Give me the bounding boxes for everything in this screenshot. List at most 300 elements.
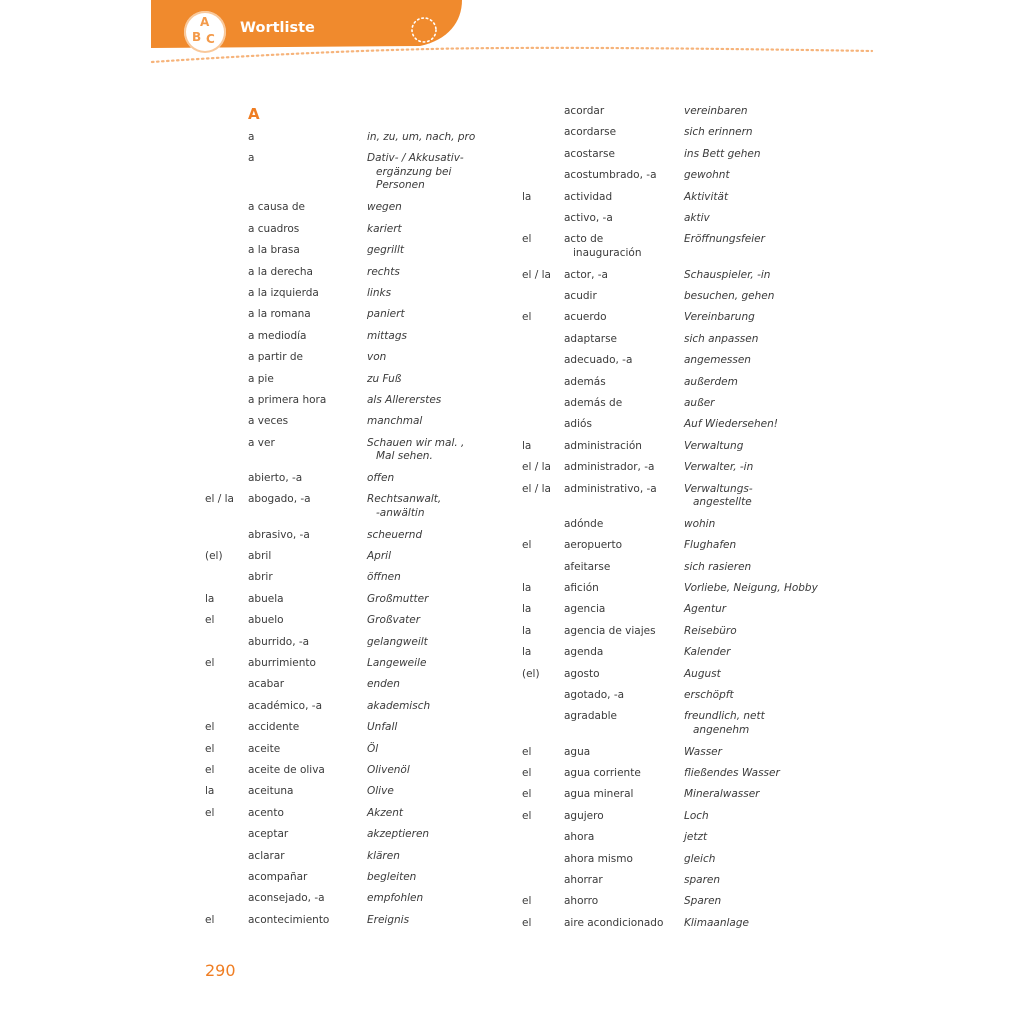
wordlist-logo (184, 11, 226, 53)
entry-german-line: offen (367, 472, 395, 484)
entry-german (367, 678, 400, 692)
entry-spanish-line: a cuadros (248, 222, 300, 235)
entry-german-line: vereinbaren (684, 105, 748, 117)
entry-german (367, 593, 428, 607)
entry-article: el (522, 311, 532, 324)
entry-spanish-line: a la romana (248, 308, 311, 321)
entry-german (367, 529, 422, 543)
entry-article: el / la (522, 461, 551, 474)
entry-spanish (564, 233, 642, 260)
entry-german-line: -anwältin (376, 506, 425, 519)
entry-german (684, 874, 720, 888)
entry-german-line: enden (367, 678, 400, 691)
entry-spanish-line: afeitarse (564, 560, 611, 573)
entry-german (684, 354, 751, 368)
entry-article: la (522, 582, 532, 594)
entry-german (684, 853, 715, 867)
entry-spanish (564, 689, 624, 703)
entry-spanish (248, 373, 274, 387)
entry-german (684, 418, 778, 432)
entry-article: la (522, 603, 532, 616)
entry-german-line: angestellte (693, 496, 752, 509)
entry-german (684, 233, 765, 247)
entry-spanish-line: abuela (248, 592, 284, 605)
entry-german-line: scheuernd (367, 528, 423, 541)
entry-spanish-line: abrir (248, 571, 273, 584)
entry-german-line: Flughafen (684, 539, 737, 552)
entry-german-line: angenehm (693, 723, 750, 736)
entry-spanish (248, 700, 322, 714)
entry-spanish (248, 351, 303, 365)
entry-spanish-line: aceite (248, 742, 281, 755)
entry-spanish (564, 668, 600, 682)
entry-spanish-line: agradable (564, 710, 617, 723)
entry-german-line: besuchen, gehen (684, 290, 775, 302)
entry-spanish-line: adiós (564, 418, 592, 431)
entry-spanish (248, 850, 285, 864)
entry-german-line: akademisch (367, 699, 431, 712)
entry-spanish-line: agujero (564, 809, 604, 822)
entry-spanish-line: acordarse (564, 126, 617, 139)
entry-german-line: angemessen (684, 354, 751, 367)
entry-spanish-line: inauguración (573, 246, 642, 259)
entry-spanish-line: administrador, -a (564, 461, 655, 474)
entry-german-line: mittags (367, 329, 407, 342)
entry-spanish-line: acompañar (248, 871, 308, 883)
entry-german (684, 126, 753, 140)
entry-german (367, 764, 410, 778)
entry-spanish (564, 788, 633, 802)
entry-german (684, 689, 734, 703)
entry-german (684, 333, 758, 347)
entry-spanish (564, 269, 608, 283)
entry-german-line: ins Bett gehen (684, 147, 761, 160)
entry-spanish (248, 287, 319, 301)
entry-spanish-line: aconsejado, -a (248, 892, 325, 905)
entry-german-line: Vereinbarung (684, 311, 755, 324)
entry-article: la (522, 190, 532, 203)
entry-german (684, 895, 721, 909)
entry-german (367, 266, 400, 280)
entry-german (367, 871, 416, 885)
entry-german-line: Wasser (684, 745, 722, 758)
entry-spanish-line: accidente (248, 721, 300, 734)
entry-spanish-line: agenda (564, 646, 604, 659)
entry-german-line: jetzt (684, 831, 708, 844)
page-number: 290 (205, 961, 236, 980)
entry-spanish (248, 571, 273, 585)
entry-spanish-line: ahora (564, 831, 595, 844)
entry-german (684, 788, 760, 802)
entry-german-line: freundlich, nett (684, 710, 765, 723)
entry-german-line: August (684, 667, 721, 680)
entry-spanish-line: agosto (564, 667, 600, 680)
entry-spanish (248, 266, 313, 280)
entry-spanish-line: a mediodía (248, 329, 307, 342)
entry-spanish-line: abogado, -a (248, 493, 311, 506)
entry-article: la (522, 646, 532, 659)
entry-german (684, 212, 710, 226)
entry-german-line: aktiv (684, 212, 710, 224)
entry-german-line: Akzent (367, 806, 404, 819)
entry-article: el (205, 721, 215, 734)
entry-spanish-line: ahorrar (564, 874, 603, 886)
entry-german-line: wohin (684, 517, 716, 530)
entry-german (367, 743, 378, 757)
entry-german (367, 614, 420, 628)
entry-article: (el) (205, 550, 223, 562)
entry-spanish-line: a veces (248, 415, 289, 428)
entry-article: el / la (522, 268, 551, 281)
entry-spanish (248, 550, 271, 564)
entry-spanish (564, 440, 642, 454)
entry-german (684, 376, 738, 390)
entry-german-line: empfohlen (367, 892, 424, 905)
entry-spanish-line: agotado, -a (564, 689, 625, 701)
entry-german (684, 191, 728, 205)
entry-spanish (248, 472, 302, 486)
entry-spanish (564, 126, 616, 140)
logo-letter-c: C (206, 32, 215, 46)
entry-german-line: fließendes Wasser (684, 767, 780, 779)
entry-german (684, 767, 780, 781)
entry-german (684, 625, 737, 639)
entry-spanish-line: abrasivo, -a (248, 528, 310, 541)
entry-spanish-line: aburrimiento (248, 657, 316, 669)
entry-german-line: Großvater (367, 614, 421, 627)
entry-german (684, 105, 748, 119)
entry-german (684, 710, 765, 737)
logo-letter-b: B (192, 30, 202, 44)
entry-spanish (564, 539, 622, 553)
entry-german-line: wegen (367, 201, 402, 214)
entry-article: el (205, 806, 215, 819)
entry-german-line: außerdem (684, 375, 738, 388)
entry-german-line: paniert (367, 308, 405, 321)
entry-spanish-line: a (248, 131, 255, 143)
entry-german (367, 287, 391, 301)
entry-german-line: Olive (367, 785, 394, 798)
entry-german (367, 394, 441, 408)
entry-article: el (205, 913, 215, 926)
entry-spanish (248, 678, 284, 692)
entry-spanish (564, 461, 654, 475)
entry-spanish-line: abierto, -a (248, 472, 303, 484)
entry-article: el (205, 614, 215, 627)
entry-spanish (564, 311, 607, 325)
entry-german-line: außer (684, 397, 715, 409)
entry-spanish (564, 148, 615, 162)
entry-german (367, 892, 423, 906)
entry-spanish (248, 807, 284, 821)
entry-spanish-line: a la brasa (248, 244, 300, 257)
entry-spanish-line: acostarse (564, 147, 615, 160)
entry-article: el (522, 745, 532, 758)
entry-german (367, 493, 441, 520)
entry-spanish (248, 201, 305, 215)
entry-article: la (205, 785, 215, 798)
entry-german (367, 850, 400, 864)
entry-german-line: Sparen (684, 895, 722, 908)
entry-spanish (248, 785, 293, 799)
entry-german-line: ergänzung bei (376, 165, 452, 178)
entry-german (684, 518, 715, 532)
entry-spanish (248, 308, 311, 322)
entry-german-line: als Allererstes (367, 394, 442, 406)
entry-german (367, 828, 429, 842)
entry-german-line: Personen (376, 179, 425, 192)
entry-spanish (248, 764, 325, 778)
entry-german (367, 700, 430, 714)
entry-german-line: sich anpassen (684, 332, 759, 345)
entry-spanish-line: aire acondicionado (564, 916, 664, 929)
entry-german-line: Vorliebe, Neigung, Hobby (684, 582, 818, 594)
entry-spanish (248, 529, 310, 543)
entry-spanish-line: afición (564, 582, 599, 594)
entry-german (367, 807, 403, 821)
entry-spanish (248, 743, 280, 757)
page-title: Wortliste (240, 20, 315, 36)
entry-german-line: Olivenöl (367, 764, 410, 776)
entry-german-line: gegrillt (367, 244, 404, 257)
entry-spanish (564, 831, 594, 845)
entry-spanish (248, 131, 254, 145)
entry-german (684, 582, 818, 596)
entry-spanish-line: además (564, 375, 606, 388)
entry-spanish (564, 603, 605, 617)
entry-spanish (248, 437, 275, 451)
entry-spanish (564, 767, 641, 781)
entry-german-line: links (367, 287, 392, 299)
entry-article: el (522, 895, 532, 908)
entry-spanish-line: aburrido, -a (248, 635, 310, 648)
entry-spanish (564, 917, 663, 931)
entry-german (367, 472, 394, 486)
entry-spanish-line: adónde (564, 517, 604, 530)
entry-spanish (248, 657, 316, 671)
entry-spanish (564, 333, 617, 347)
entry-german (367, 636, 428, 650)
entry-german-line: Klimaanlage (684, 916, 749, 929)
entry-article: el (522, 767, 532, 779)
entry-spanish (564, 710, 617, 724)
entry-spanish-line: acontecimiento (248, 913, 330, 926)
entry-spanish-line: acento (248, 806, 284, 819)
entry-spanish (564, 874, 603, 888)
entry-spanish (248, 244, 300, 258)
entry-spanish-line: abuelo (248, 614, 284, 627)
entry-german (684, 646, 730, 660)
entry-spanish-line: acabar (248, 678, 285, 691)
entry-spanish-line: aceituna (248, 785, 294, 798)
entry-article: el / la (205, 493, 234, 506)
entry-spanish-line: aeropuerto (564, 539, 623, 552)
entry-spanish (248, 721, 299, 735)
entry-article: el (205, 764, 215, 776)
entry-german (367, 415, 422, 429)
entry-german (684, 269, 770, 283)
entry-german (367, 657, 426, 671)
entry-german-line: sich rasieren (684, 560, 752, 573)
entry-german-line: begleiten (367, 871, 417, 883)
entry-spanish (564, 853, 633, 867)
entry-spanish (248, 593, 284, 607)
entry-spanish-line: a primera hora (248, 394, 327, 406)
entry-spanish (564, 646, 603, 660)
entry-german-line: Aktivität (684, 190, 729, 203)
entry-spanish (248, 614, 284, 628)
entry-german (684, 440, 743, 454)
entry-spanish (248, 394, 326, 408)
entry-spanish (564, 625, 656, 639)
entry-article: el (522, 539, 532, 552)
entry-spanish-line: adecuado, -a (564, 354, 633, 367)
entry-spanish (564, 397, 622, 411)
entry-spanish (564, 561, 610, 575)
entry-spanish-line: además de (564, 397, 623, 409)
entry-german (684, 397, 714, 411)
entry-german-line: Agentur (684, 603, 727, 616)
entry-german-line: Dativ- / Akkusativ- (367, 152, 464, 165)
entry-german (367, 785, 394, 799)
entry-german-line: Reisebüro (684, 624, 737, 637)
entry-german-line: öffnen (367, 571, 401, 584)
entry-spanish-line: a pie (248, 372, 274, 385)
entry-spanish (564, 191, 612, 205)
entry-german (684, 461, 753, 475)
entry-spanish-line: activo, -a (564, 212, 613, 224)
entry-spanish (564, 169, 657, 183)
entry-german-line: Unfall (367, 721, 398, 734)
entry-german-line: sich erinnern (684, 126, 753, 139)
entry-spanish-line: agua mineral (564, 788, 634, 801)
entry-german (367, 721, 397, 735)
entry-german-line: Auf Wiedersehen! (684, 418, 778, 431)
entry-german-line: von (367, 351, 387, 364)
entry-german (684, 290, 774, 304)
header-banner (0, 0, 1024, 80)
entry-spanish (248, 152, 254, 166)
entry-german (367, 914, 409, 928)
entry-german-line: Rechtsanwalt, (367, 493, 442, 506)
entry-german-line: Ereignis (367, 913, 410, 926)
entry-german-line: klären (367, 849, 400, 862)
entry-spanish (564, 895, 598, 909)
entry-spanish-line: agencia de viajes (564, 624, 656, 637)
entry-german (367, 550, 391, 564)
entry-german-line: kariert (367, 222, 402, 235)
entry-article: el (522, 809, 532, 822)
entry-spanish-line: agua corriente (564, 767, 641, 779)
entry-german-line: Loch (684, 809, 709, 822)
entry-german-line: Schauen wir mal. , (367, 436, 465, 449)
entry-spanish-line: abril (248, 550, 272, 562)
entry-article: el (522, 233, 532, 246)
entry-spanish (564, 376, 606, 390)
entry-german-line: Schauspieler, -in (684, 268, 771, 281)
entry-article: la (522, 624, 532, 637)
entry-spanish-line: académico, -a (248, 699, 323, 712)
entry-german (367, 223, 402, 237)
entry-spanish (564, 290, 597, 304)
entry-article: la (205, 592, 215, 605)
entry-spanish (248, 892, 325, 906)
entry-spanish (564, 746, 590, 760)
entry-spanish (564, 354, 632, 368)
entry-spanish-line: acuerdo (564, 311, 607, 324)
entry-german (367, 152, 464, 193)
entry-spanish (564, 418, 592, 432)
entry-spanish (248, 493, 311, 507)
entry-german-line: manchmal (367, 415, 423, 428)
entry-german-line: Verwaltungs- (684, 482, 753, 495)
entry-german (367, 571, 401, 585)
entry-spanish-line: a ver (248, 436, 275, 449)
entry-german (684, 561, 751, 575)
entry-german (367, 201, 402, 215)
entry-german-line: zu Fuß (367, 372, 402, 385)
entry-spanish (248, 914, 329, 928)
entry-article: el (205, 657, 215, 669)
entry-german-line: Kalender (684, 646, 731, 659)
entry-spanish-line: a la izquierda (248, 287, 319, 299)
entry-german (684, 917, 749, 931)
entry-spanish-line: ahorro (564, 895, 599, 908)
entry-german-line: in, zu, um, nach, pro (367, 131, 476, 143)
entry-german (684, 668, 721, 682)
entry-german-line: Mal sehen. (376, 450, 433, 463)
entry-german (684, 311, 755, 325)
entry-spanish-line: acudir (564, 290, 597, 302)
entry-spanish-line: a (248, 152, 255, 165)
entry-spanish-line: administrativo, -a (564, 482, 657, 495)
entry-article: (el) (522, 667, 540, 680)
entry-spanish (248, 636, 309, 650)
entry-spanish-line: a partir de (248, 351, 304, 364)
entry-spanish (248, 871, 307, 885)
entry-spanish-line: aclarar (248, 849, 285, 862)
entry-article: el (522, 916, 532, 929)
entry-german (684, 483, 753, 510)
entry-article: el (522, 788, 532, 801)
entry-german (684, 148, 761, 162)
entry-german (367, 308, 405, 322)
entry-german (684, 831, 707, 845)
entry-spanish-line: acordar (564, 105, 605, 117)
entry-spanish (564, 582, 599, 596)
entry-german (367, 437, 464, 464)
entry-german (684, 603, 726, 617)
entry-spanish-line: actividad (564, 190, 613, 203)
entry-spanish (564, 810, 604, 824)
entry-spanish-line: acto de (564, 233, 604, 246)
entry-german (367, 373, 401, 387)
entry-spanish-line: a la derecha (248, 265, 313, 278)
entry-german-line: sparen (684, 874, 721, 886)
entry-article: la (522, 439, 532, 452)
entry-german-line: April (367, 550, 391, 562)
entry-spanish (564, 105, 604, 119)
entry-german (684, 810, 709, 824)
entry-german-line: gleich (684, 852, 716, 865)
section-letter: A (248, 105, 260, 123)
entry-german (367, 131, 475, 145)
entry-spanish-line: acostumbrado, -a (564, 169, 657, 182)
entry-german-line: rechts (367, 265, 400, 278)
entry-german-line: gelangweilt (367, 635, 428, 648)
entry-spanish-line: aceptar (248, 828, 289, 841)
logo-letter-a: A (200, 15, 210, 29)
